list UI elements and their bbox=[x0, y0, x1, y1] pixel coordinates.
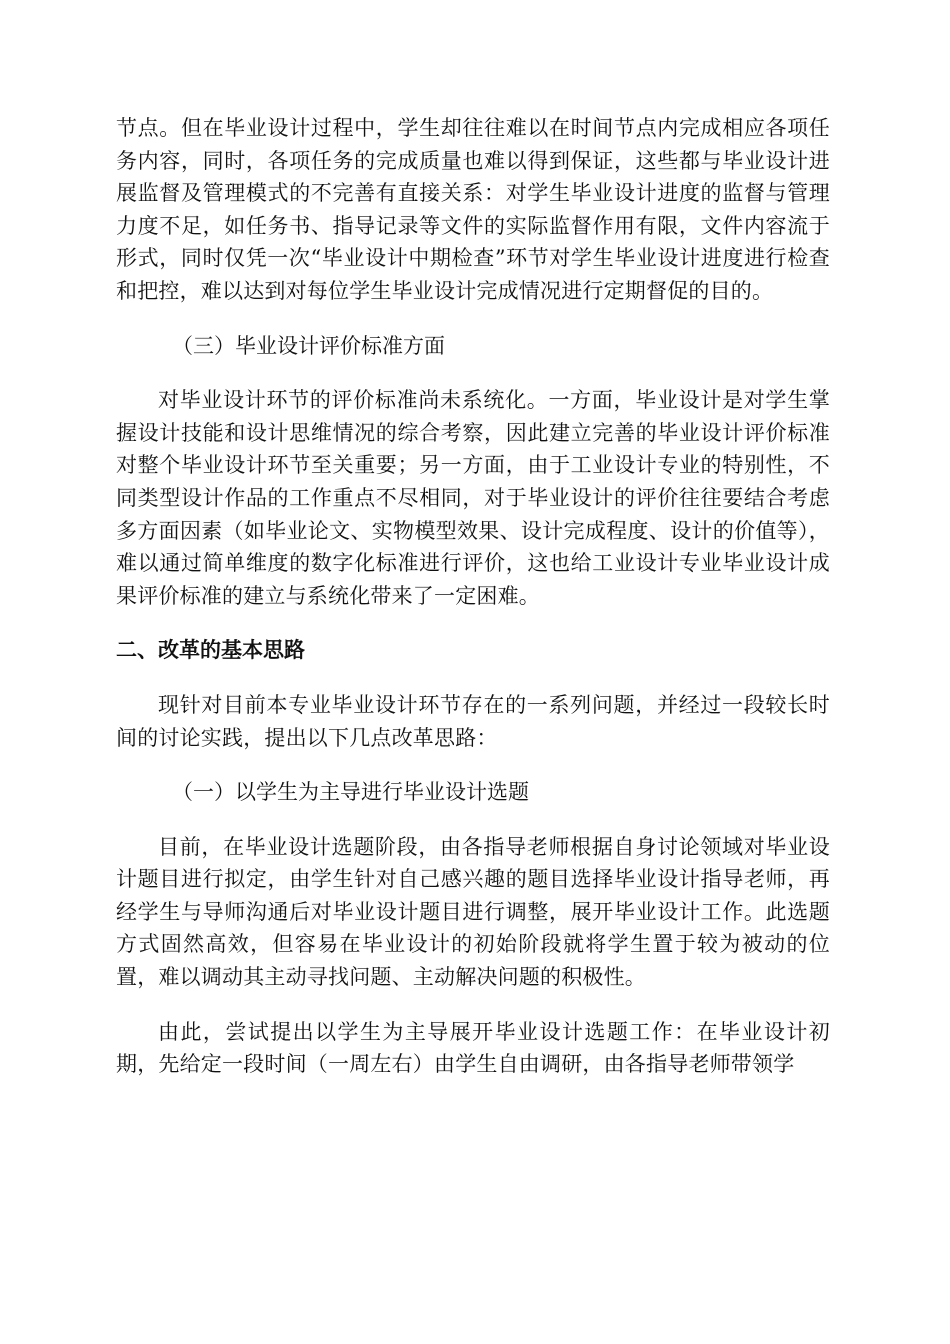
paragraph-reform-intro: 现针对目前本专业毕业设计环节存在的一系列问题，并经过一段较长时间的讨论实践，提出以下几点改革思路： bbox=[116, 692, 830, 750]
paragraph-progress-supervision: 节点。但在毕业设计过程中，学生却往往难以在时间节点内完成相应各项任务内容，同时，各项任务的完成质量也难以得到保证，这些都与毕业设计进展监督及管理模式的不完善有直接关系：对学生毕业设计进度的监督与管理力度不足，如任务书、指导记录等文件的实际监督作用有限，文件内容流于形式，同时仅凭一次“毕业设计中期检查”环节对学生毕业设计进度进行检查和把控，难以达到对每位学生毕业设计完成情况进行定期督促的目的。 bbox=[116, 116, 830, 303]
paragraph-proposed-topic-selection: 由此，尝试提出以学生为主导展开毕业设计选题工作：在毕业设计初期，先给定一段时间（一周左右）由学生自由调研，由各指导老师带领学 bbox=[116, 1019, 830, 1077]
document-page bbox=[116, 112, 830, 1081]
paragraph-evaluation-standards: 对毕业设计环节的评价标准尚未系统化。一方面，毕业设计是对学生掌握设计技能和设计思维情况的综合考察，因此建立完善的毕业设计评价标准对整个毕业设计环节至关重要；另一方面，由于工业设计专业的特别性，不同类型设计作品的工作重点不尽相同，对于毕业设计的评价往往要结合考虑多方面因素（如毕业论文、实物模型效果、设计完成程度、设计的价值等），难以通过简单维度的数字化标准进行评价，这也给工业设计专业毕业设计成果评价标准的建立与系统化带来了一定困难。 bbox=[116, 388, 830, 608]
section-heading-reform-ideas: 二、改革的基本思路 bbox=[116, 638, 305, 663]
subheading-student-led-topics: （一）以学生为主导进行毕业设计选题 bbox=[172, 780, 529, 805]
paragraph-current-topic-selection: 目前，在毕业设计选题阶段，由各指导老师根据自身讨论领域对毕业设计题目进行拟定，由学生针对自己感兴趣的题目选择毕业设计指导老师，再经学生与导师沟通后对毕业设计题目进行调整，展开毕业设计工作。此选题方式固然高效，但容易在毕业设计的初始阶段就将学生置于较为被动的位置，难以调动其主动寻找问题、主动解决问题的积极性。 bbox=[116, 834, 830, 990]
subheading-evaluation-standards: （三）毕业设计评价标准方面 bbox=[172, 333, 445, 358]
